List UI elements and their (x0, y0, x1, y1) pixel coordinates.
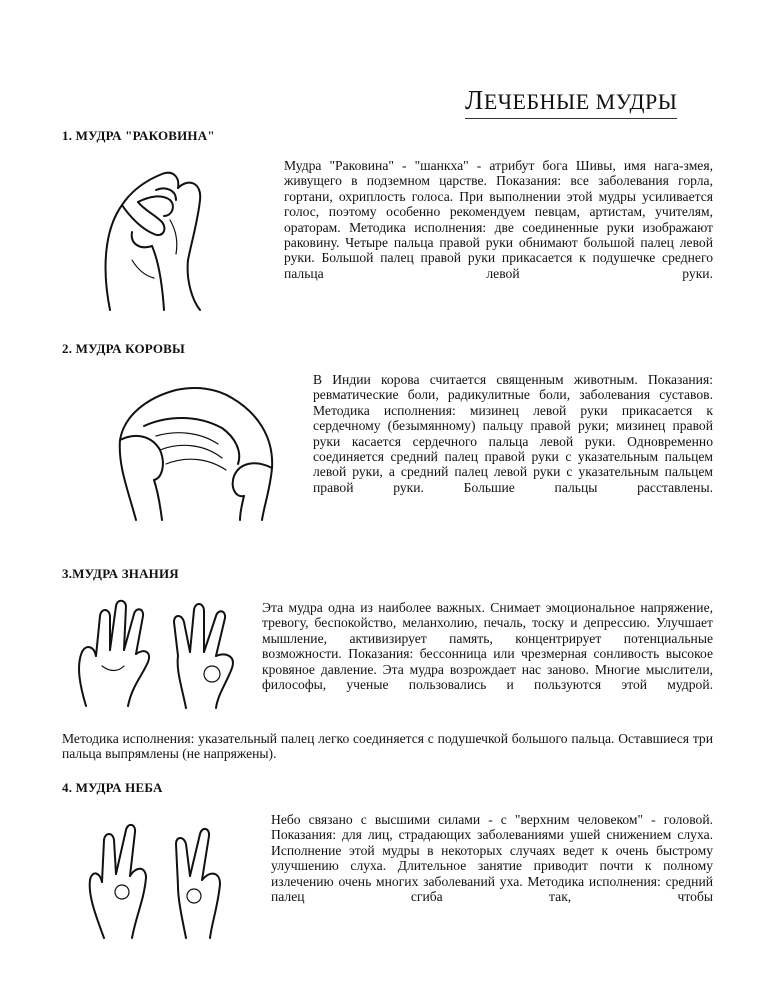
section-1-heading: 1. МУДРА "РАКОВИНА" (62, 128, 215, 143)
cow-mudra-icon (96, 380, 296, 525)
section-2-heading: 2. МУДРА КОРОВЫ (62, 341, 185, 356)
page-title-rest: ЕЧЕБНЫЕ МУДРЫ (483, 89, 678, 114)
section-3-text: Эта мудра одна из наиболее важных. Снимает эмоциональное напряжение, тревогу, беспокойство, меланхолию, печаль, тоску и депрессию. Улучшает мышление, активизирует память, концентрирует потенциальные возможности. Показания: бессонница или чрезмерная сонливость высокое кровяное давление. Эта мудра возрождает нас заново. Многие мыслители, философы, ученые пользовались и пользуются этой мудрой. (262, 600, 713, 693)
section-3-heading: 3.МУДРА ЗНАНИЯ (62, 566, 179, 581)
page-title-initial: Л (465, 85, 484, 115)
section-2-text: В Индии корова считается священным животным. Показания: ревматические боли, радикулитные боли, заболевания суставов. Методика исполнения: мизинец левой руки прикасается к сердечному (безымянному) пальцу правой руки; мизинец правой руки касается сердечного пальца левой руки. Одновременно соединяется средний палец правой руки с указательным пальцем левой руки, а средний палец левой руки с указательным пальцем правой руки. Большие пальцы расставлены. (313, 372, 713, 495)
conch-mudra-icon (92, 160, 222, 320)
page-title (465, 84, 677, 119)
heaven-mudra-icon (74, 810, 254, 945)
knowledge-mudra-icon (66, 596, 256, 716)
section-4-text: Небо связано с высшими силами - с "верхним человеком" - головой. Показания: для лиц, страдающих заболеваниями ушей снижением слуха. Исполнение этой мудры в некоторых случаях ведет к очень быстрому улучшению слуха. Длительное занятие приводит почти к полному излечению очень многих заболеваний уха. Методика исполнения: средний палец сгиба так, чтобы (271, 812, 713, 905)
section-1-text: Мудра "Раковина" - "шанкха" - атрибут бога Шивы, имя нага-змея, живущего в подземном царстве. Показания: все заболевания горла, гортани, охриплость голоса. При выполнении этой мудры усиливается голос, поэтому особенно рекомендуем певцам, артистам, учителям, ораторам. Методика исполнения: две соединенные руки изображают раковину. Четыре пальца правой руки обнимают большой палец левой руки. Большой палец правой руки прикасается к подушечке среднего пальца левой руки. (284, 158, 713, 281)
section-4-heading: 4. МУДРА НЕБА (62, 780, 163, 795)
section-3-method-text: Методика исполнения: указательный палец легко соединяется с подушечкой большого пальца. Оставшиеся три пальца выпрямлены (не напряжены). (62, 731, 713, 762)
